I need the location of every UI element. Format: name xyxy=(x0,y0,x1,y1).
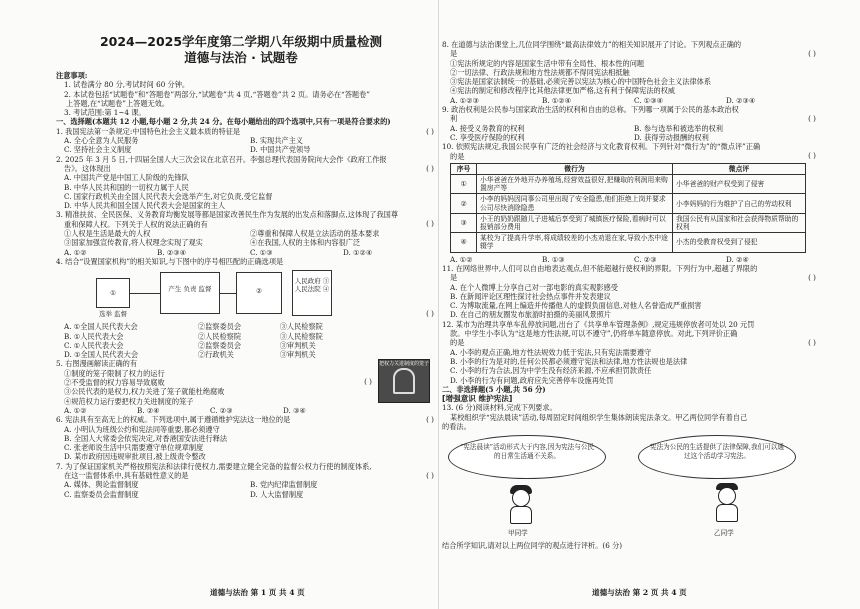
material-text: 的看法。 xyxy=(442,422,471,432)
option-part: ③审判机关 xyxy=(279,340,316,350)
table-row xyxy=(451,194,806,213)
question-stem: 重和保障人权。下列关于人权的说法正确的有 xyxy=(64,219,208,229)
notice-line: 2. 本试卷包括“试题卷”和“答题卷”两部分,“试题卷”共 4 页,“答题卷”共 2 页。请务必在“答题卷” xyxy=(64,89,370,99)
exam-title: 2024—2025学年度第二学期八年级期中质量检测 xyxy=(99,34,383,49)
question-stem: 是 xyxy=(450,49,458,59)
speech-bubble-left: “宪法晨读”活动形式大于内容,因为宪法与公民的日常生活通不关系。 xyxy=(448,435,606,479)
option: A. ①②③ xyxy=(450,95,480,105)
option: B. 参与选举和被选举的权利 xyxy=(634,123,723,133)
answer-paren: ( ) xyxy=(808,49,816,58)
face-icon xyxy=(512,489,530,507)
question-stem: 13. (6 分)阅读材料,完成下列要求。 xyxy=(442,403,557,413)
answer-paren: ( ) xyxy=(426,219,434,229)
option: C. ①③ xyxy=(250,247,273,257)
option: C. ②③ xyxy=(210,405,233,415)
option: B. 在新闻评论区理性探讨社会热点事件并发表建议 xyxy=(450,291,611,301)
question-5 xyxy=(56,359,436,415)
option: B. 党内纪律监督制度 xyxy=(250,480,318,490)
question-stem: 告》。这体现出 xyxy=(64,163,111,173)
question-7 xyxy=(56,462,436,499)
section1-heading: 一、选择题 xyxy=(56,117,92,127)
option: B. ①②④ xyxy=(542,95,572,105)
option: D. 在自己的朋友圈发布旅游时拍摄的美丽风景照片 xyxy=(450,310,612,320)
option-part: ③审判机关 xyxy=(279,350,316,360)
table-header: 微点评 xyxy=(673,163,806,174)
option: C. 小李的行为合法,因为中学生没有经济来源,不应承担罚款责任 xyxy=(450,366,652,376)
option: A. ①② xyxy=(64,247,87,257)
option: D. 小李的行为有问题,政府应先完善停车设施再处罚 xyxy=(450,375,614,385)
option: A. 全心全意为人民服务 xyxy=(64,136,139,146)
diagram-box: 人民政府 ③ 人民法院 ④ xyxy=(292,270,332,316)
option: C. ①人民代表大会 xyxy=(64,340,124,350)
behavior-comment-table xyxy=(450,163,806,253)
student-yi-figure xyxy=(710,485,744,525)
statement: ③公民代表的是权力,权力关进了笼子就能杜绝腐败 xyxy=(64,387,225,397)
right-page xyxy=(442,40,818,551)
question-stem: 6. 宪法具有至高无上的权威。下列选项中,属于遵循维护宪法这一地位的是 xyxy=(56,415,291,425)
table-cell: ① xyxy=(451,175,477,194)
answer-paren: ( ) xyxy=(426,126,434,136)
question-1 xyxy=(56,127,436,155)
diagram-label: 选举 监督 xyxy=(98,310,128,319)
statement: ④在我国,人权的主体和内容很广泛 xyxy=(250,238,361,248)
student-yi-label: 乙同学 xyxy=(714,529,734,538)
question-6 xyxy=(56,415,436,461)
notice-heading: 注意事项: xyxy=(56,71,88,80)
question-8 xyxy=(442,40,818,105)
question-stem: 4. 结合“设置国家机构”的相关知识,与下图中的序号相匹配的正确选项是 xyxy=(56,256,284,266)
cage-icon xyxy=(393,368,415,394)
statement: ③宪法是国家法制统一的基础,必须完善以宪法为核心的中国特色社会主义法律体系 xyxy=(450,77,712,87)
question-stem: 8. 在道德与法治课堂上,几位同学围绕“最高法律效力”的相关知识展开了讨论。下列观点正确的 xyxy=(442,40,742,49)
table-cell: 小李的妈妈因同事公司里出现了安全隐患,他们拒绝上岗并要求公司尽快消除隐患 xyxy=(477,194,673,213)
option: D. ②③④ xyxy=(726,95,756,105)
left-page xyxy=(56,34,436,499)
option: A. 小明认为班级公约和宪法同等重要,都必须遵守 xyxy=(64,424,220,434)
section2-desc: (5 小题,共 56 分) xyxy=(485,384,546,394)
section2-theme-bar: [增强意识 维护宪法] xyxy=(442,394,513,404)
power-cage-cartoon xyxy=(378,359,430,403)
section1-header xyxy=(56,117,436,126)
option-part: ③人民检察院 xyxy=(279,322,323,332)
answer-paren: ( ) xyxy=(426,308,434,318)
question-10 xyxy=(442,142,818,264)
option-part: ②监察委员会 xyxy=(197,340,242,350)
question-stem: 9. 政治权利是公民参与国家政治生活的权利和自由的总称。下列哪一项属于公民的基本政治权 xyxy=(442,105,739,115)
question-13 xyxy=(442,403,818,550)
option: B. ②③④ xyxy=(157,247,187,257)
table-cell: 小华爸爸的财产权受到了侵害 xyxy=(673,175,806,194)
option: B. ②④ xyxy=(137,405,160,415)
option: A. 在个人微博上分享自己对一部电影的真实观影感受 xyxy=(450,282,618,292)
question-2 xyxy=(56,155,436,211)
question-stem: 在这一监督体系中,具有基础性意义的是 xyxy=(64,470,189,480)
question-3 xyxy=(56,210,436,256)
option: C. 张老师说生活中只需要遵守单位规章制度 xyxy=(64,443,204,453)
statement: ③国家加强宣传教育,将人权理念实现了观实 xyxy=(64,238,203,248)
option: D. ①全国人民代表大会 xyxy=(64,350,139,360)
question-stem: 7. 为了保证国家机关严格按照宪法和法律行使权力,需要建立健全完备的监督公权力行使的制度体系, xyxy=(56,461,372,471)
option: C. 享受医疗保险的权利 xyxy=(450,132,525,142)
option: A. ①② xyxy=(450,254,473,264)
option: C. ①③④ xyxy=(634,95,664,105)
question-stem: 利 xyxy=(450,114,458,124)
section1-desc: (本题共 12 小题,每小题 2 分,共 24 分。在每小题给出的四个选项中,只有一项是符合要求的) xyxy=(91,117,391,127)
table-header: 序号 xyxy=(451,163,477,174)
statement: ①人权是生活是最大的人权 xyxy=(64,229,151,239)
section2-header xyxy=(442,385,818,394)
face-icon xyxy=(718,487,736,505)
question-stem: 的是 xyxy=(450,151,465,161)
diagram-box: 产生 负责 监督 xyxy=(160,272,220,314)
notice-line: 1. 试卷满分 80 分,考试时间 60 分钟。 xyxy=(64,80,190,90)
option: C. 国家行政机关由全国人民代表大会选举产生,对它负责,受它监督 xyxy=(64,191,273,201)
notice-line: 上答题,在“试题卷”上答题无效。 xyxy=(66,98,170,108)
answer-paren: ( ) xyxy=(364,377,372,387)
option: A. ①② xyxy=(64,405,87,415)
answer-paren: ( ) xyxy=(808,272,816,282)
table-cell: 小杰的受教育权受到了侵犯 xyxy=(673,233,806,252)
table-cell: 某校为了提高升学率,将成绩较差的小杰劝退在家,导致小杰中途辍学 xyxy=(477,233,673,252)
diagram-box: ① xyxy=(96,278,130,308)
option: D. 中国共产党领导 xyxy=(250,145,311,155)
answer-paren: ( ) xyxy=(426,470,434,480)
option: C. 为博取流量,在网上编造并传播他人的虚假负面信息,对他人名誉造成严重损害 xyxy=(450,301,702,311)
question-prompt: 结合所学知识,请对以上两位同学的观点进行评析。(6 分) xyxy=(442,541,623,551)
student-jia-figure xyxy=(504,487,538,527)
option: B. 全国人大常委会依宪决定,对香港国安法进行释法 xyxy=(64,433,228,443)
option: D. ①②④ xyxy=(343,247,373,257)
body-icon xyxy=(510,506,532,524)
diagram-arrow xyxy=(130,293,160,294)
option: A. 中国共产党是中国工人阶级的先锋队 xyxy=(64,173,189,183)
table-cell: ② xyxy=(451,194,477,213)
table-row xyxy=(451,213,806,232)
statement: ②不受监督的权力容易导致腐败 xyxy=(64,378,165,388)
section2-heading: 二、非选择题 xyxy=(442,384,486,394)
option: C. 坚持社会主义制度 xyxy=(64,145,132,155)
option-part: ②监察委员会 xyxy=(197,322,242,332)
table-cell: ③ xyxy=(451,213,477,232)
option-part: ③人民检察院 xyxy=(279,331,323,341)
option: D. ②④ xyxy=(726,254,749,264)
option: B. ①③ xyxy=(542,254,565,264)
question-stem: 12. 某市为治理共享单车乱停放问题,出台了《共享单车管理条例》,规定违规停放者可处以 20 元罚 xyxy=(442,319,755,329)
option: A. 接受义务教育的权利 xyxy=(450,123,525,133)
student-jia-label: 甲同学 xyxy=(508,529,528,538)
footer-right: 道德与法治 第 2 页 共 4 页 xyxy=(592,588,687,597)
question-11 xyxy=(442,264,818,320)
question-4 xyxy=(56,257,436,359)
table-cell: 小华爸爸在外地开办养殖场,经营效益很好,把赚取的利润用来购置房产等 xyxy=(477,175,673,194)
material-text: 某校组织学“宪法晨读”活动,每周固定时间组织学生集体朗读宪法条文。甲乙两位同学有着自己 xyxy=(450,412,748,422)
question-stem: 是 xyxy=(450,273,458,283)
answer-paren: ( ) xyxy=(426,163,434,173)
statement: ④规范权力运行要把权力关进制度的笼子 xyxy=(64,396,194,406)
option: D. 人大监督制度 xyxy=(250,489,304,499)
answer-paren: ( ) xyxy=(426,415,434,425)
table-cell: 小王的奶奶跟随儿子进城后享受到了城镇医疗保险,看病时可以报销部分费用 xyxy=(477,213,673,232)
option: A. ①全国人民代表大会 xyxy=(64,322,138,332)
table-row xyxy=(451,175,806,194)
table-row xyxy=(451,233,806,252)
dialogue-illustration xyxy=(442,435,818,541)
question-stem: 1. 我国宪法第一条规定:中国特色社会主义最本质的特征是 xyxy=(56,126,241,136)
table-cell: ④ xyxy=(451,233,477,252)
option: B. 小李的行为是对的,任何公民都必须遵守宪法和法律,地方性法规也是法律 xyxy=(450,356,688,366)
question-stem: 的是 xyxy=(450,338,465,348)
table-header-row xyxy=(451,163,806,174)
option: D. ③④ xyxy=(283,405,306,415)
question-9 xyxy=(442,105,818,142)
answer-paren: ( ) xyxy=(808,337,816,347)
question-stem: 5. 右图漫画解读正确的有 xyxy=(56,359,138,369)
statement: ②一切法律、行政法规和地方性法规都不得同宪法相抵触 xyxy=(450,67,630,77)
notice-line: 3. 考试范围:第 1~4 课。 xyxy=(64,108,146,118)
question-stem: 10. 依照宪法规定,我国公民享有广泛的社会经济与文化教育权利。下列针对“微行为”的“微点评”正确 xyxy=(442,142,761,152)
cartoon-caption: 把权力关进制度的笼子 xyxy=(379,361,430,368)
body-icon xyxy=(716,504,738,522)
question-stem: 2. 2025 年 3 月 5 日,十四届全国人大三次会议在北京召开。李强总理代表国务院向大会作《政府工作报 xyxy=(56,154,387,164)
option: D. 获得劳动报酬的权利 xyxy=(634,132,709,142)
option: A. 小李的观点正确,地方性法规效力低于宪法,只有宪法需要遵守 xyxy=(450,347,652,357)
option: B. 中华人民共和国的一切权力属于人民 xyxy=(64,182,189,192)
option: C. ②③ xyxy=(634,254,657,264)
question-stem: 款。中学生小李认为“这是地方性法规,可以不遵守”,仍将单车随意停放。对此,下列评价正确 xyxy=(450,329,738,339)
page-fold-divider xyxy=(438,0,439,609)
statement: ②尊重和保障人权是立法活动的基本要求 xyxy=(250,229,380,239)
statement: ④宪法的制定和修改程序比其他法律更加严格,这有利于保障宪法的权威 xyxy=(450,86,676,96)
table-cell: 我国公民有从国家和社会获得物质帮助的权利 xyxy=(673,213,806,232)
option: B. ①人民代表大会 xyxy=(64,331,124,341)
exam-subtitle: 道德与法治 · 试题卷 xyxy=(184,50,298,65)
state-organs-diagram xyxy=(96,270,356,320)
diagram-box: ② xyxy=(236,272,282,314)
table-header: 微行为 xyxy=(477,163,673,174)
statement: ①宪法所规定的内容是国家生活中带有全局性、根本性的问题 xyxy=(450,58,645,68)
option-part: ②人民检察院 xyxy=(197,331,242,341)
footer-left: 道德与法治 第 1 页 共 4 页 xyxy=(210,588,305,597)
diagram-arrow xyxy=(220,293,236,294)
question-12 xyxy=(442,320,818,385)
speech-bubble-right: 宪法为公民的生活提供了法律保障,我们可以通过这个活动学习宪法。 xyxy=(638,435,796,479)
option: A. 媒体、舆论监督制度 xyxy=(64,480,139,490)
option: D. 某市政府因违规审批项目,被上级责令整改 xyxy=(64,452,206,462)
option: B. 实现共产主义 xyxy=(250,136,303,146)
question-stem: 3. 精准扶贫、全民医保、义务教育均衡发展等都是国家改善民生作为发展的出发点和落脚点,这体现了我国尊 xyxy=(56,210,399,220)
question-stem: 11. 在网络世界中,人们可以自由地表达观点,但不能超越行使权利的界限。下列行为中,超越了界限的 xyxy=(442,263,758,273)
option: D. 中华人民共和国全国人民代表大会是国家的主人 xyxy=(64,201,226,211)
answer-paren: ( ) xyxy=(808,151,816,161)
statement: ①制度的笼子限制了权力的运行 xyxy=(64,368,165,378)
table-cell: 小李妈妈的行为维护了自己的劳动权利 xyxy=(673,194,806,213)
option-part: ②行政机关 xyxy=(197,350,234,360)
notice-block xyxy=(56,71,436,117)
option: C. 监察委员会监督制度 xyxy=(64,489,139,499)
answer-paren: ( ) xyxy=(808,114,816,124)
